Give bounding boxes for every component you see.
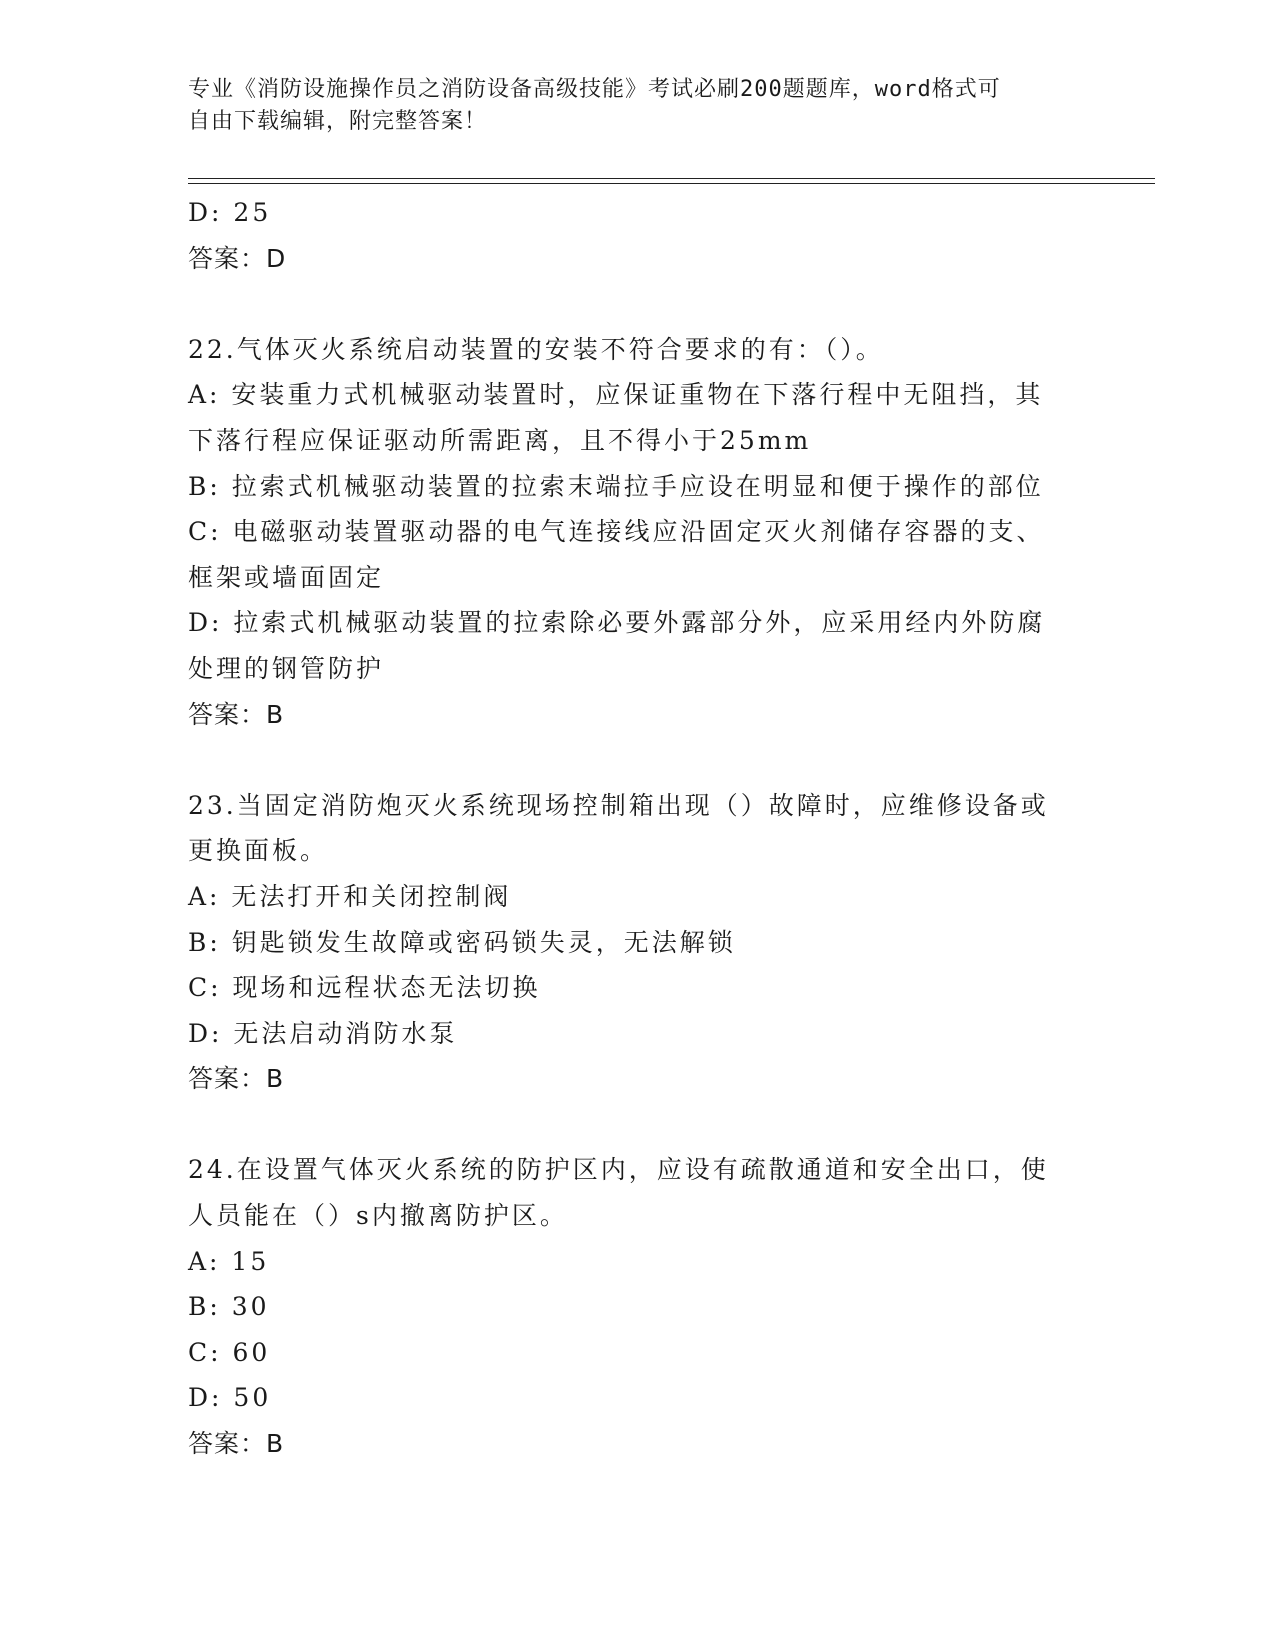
option-c: C: 现场和远程状态无法切换	[188, 973, 541, 1003]
question-text: 24.在设置气体灭火系统的防护区内，应设有疏散通道和安全出口，使	[188, 1155, 1049, 1185]
answer-line: 答案：D	[188, 243, 287, 273]
header-rule-top	[188, 178, 1155, 179]
spacer	[188, 281, 1088, 327]
option-b: B: 拉索式机械驱动装置的拉索末端拉手应设在明显和便于操作的部位	[188, 471, 1044, 501]
option-b: B: 30	[188, 1292, 270, 1322]
option-a: A: 安装重力式机械驱动装置时，应保证重物在下落行程中无阻挡，其	[188, 380, 1044, 410]
question-text-continued: 更换面板。	[188, 836, 329, 866]
option-c: C: 60	[188, 1337, 271, 1367]
option-c: C: 电磁驱动装置驱动器的电气连接线应沿固定灭火剂储存容器的支、	[188, 517, 1045, 547]
answer-line: 答案：B	[188, 699, 285, 729]
header-line-1: 专业《消防设施操作员之消防设备高级技能》考试必刷200题题库，word格式可	[188, 77, 1001, 102]
spacer	[188, 737, 1088, 783]
option-b: B: 钥匙锁发生故障或密码锁失灵，无法解锁	[188, 927, 736, 957]
option-a: A: 无法打开和关闭控制阀	[188, 881, 512, 911]
option-d: D: 50	[188, 1383, 272, 1413]
header-line-2: 自由下载编辑，附完整答案！	[188, 109, 488, 134]
option-d: D: 无法启动消防水泵	[188, 1018, 458, 1048]
carryover-question	[188, 190, 1088, 281]
question-text-continued: 人员能在（）s内撤离防护区。	[188, 1201, 568, 1231]
question-23	[188, 783, 1088, 1102]
question-content	[188, 190, 1088, 1467]
option-d-continued: 处理的钢管防护	[188, 653, 385, 683]
question-22	[188, 327, 1088, 737]
question-24	[188, 1147, 1088, 1466]
question-text: 22.气体灭火系统启动装置的安装不符合要求的有：（）。	[188, 334, 884, 364]
document-header	[188, 74, 1068, 138]
answer-line: 答案：B	[188, 1064, 285, 1094]
option-c-continued: 框架或墙面固定	[188, 562, 385, 592]
option-a: A: 15	[188, 1246, 270, 1276]
spacer	[188, 1102, 1088, 1148]
option-d: D: 25	[188, 198, 272, 227]
question-text: 23.当固定消防炮灭火系统现场控制箱出现（）故障时，应维修设备或	[188, 790, 1049, 820]
header-rule-bottom	[188, 183, 1155, 184]
option-a-continued: 下落行程应保证驱动所需距离，且不得小于25mm	[188, 425, 812, 455]
option-d: D: 拉索式机械驱动装置的拉索除必要外露部分外，应采用经内外防腐	[188, 608, 1046, 638]
answer-line: 答案：B	[188, 1429, 285, 1459]
